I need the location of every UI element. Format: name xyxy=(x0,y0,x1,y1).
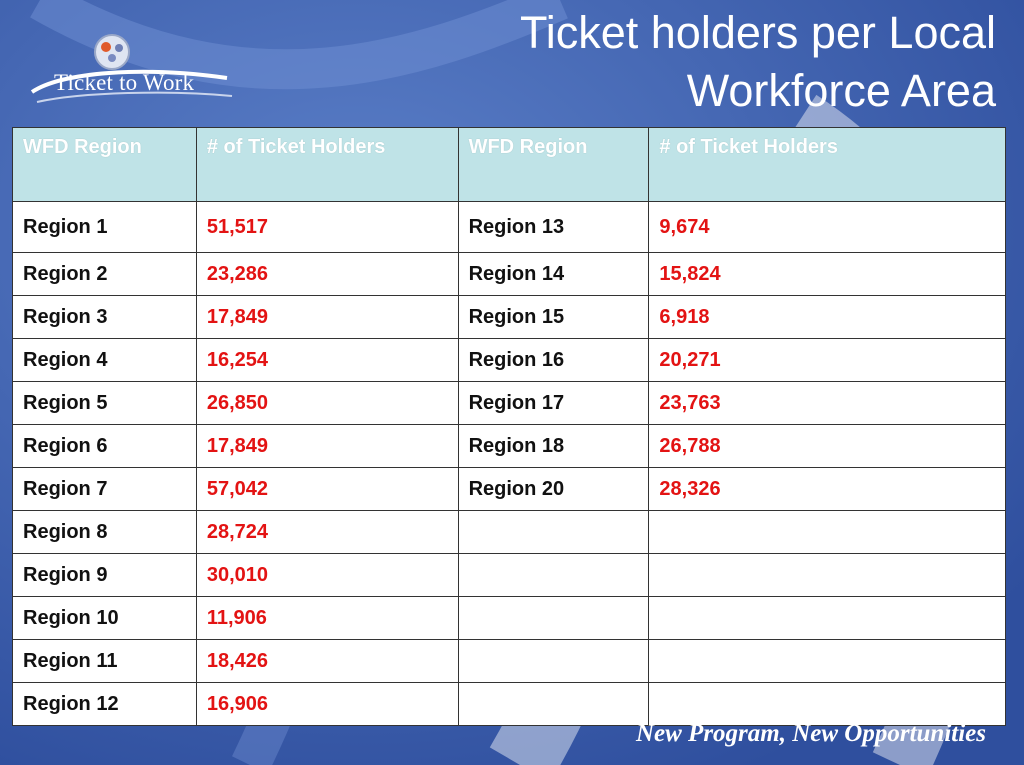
region-cell: Region 5 xyxy=(13,382,197,425)
region-cell: Region 13 xyxy=(458,202,649,253)
table-row xyxy=(13,425,1006,468)
ticket-holders-cell: 16,254 xyxy=(196,339,458,382)
table-row xyxy=(13,468,1006,511)
ticket-holders-cell xyxy=(649,554,1006,597)
region-cell: Region 1 xyxy=(13,202,197,253)
ticket-holders-cell: 20,271 xyxy=(649,339,1006,382)
region-cell: Region 3 xyxy=(13,296,197,339)
ticket-holders-cell xyxy=(649,597,1006,640)
region-cell xyxy=(458,554,649,597)
region-cell: Region 17 xyxy=(458,382,649,425)
table-row xyxy=(13,640,1006,683)
region-cell: Region 2 xyxy=(13,253,197,296)
region-cell: Region 18 xyxy=(458,425,649,468)
ticket-holders-cell: 28,326 xyxy=(649,468,1006,511)
region-cell: Region 11 xyxy=(13,640,197,683)
ticket-holders-cell: 6,918 xyxy=(649,296,1006,339)
region-cell: Region 15 xyxy=(458,296,649,339)
ticket-holders-table xyxy=(12,127,1006,726)
region-cell xyxy=(458,511,649,554)
logo-text: Ticket to Work xyxy=(54,70,195,95)
table-row xyxy=(13,296,1006,339)
title-line-2: Workforce Area xyxy=(686,65,996,116)
table-row xyxy=(13,382,1006,425)
ticket-holders-cell xyxy=(649,640,1006,683)
region-cell xyxy=(458,640,649,683)
ticket-holders-cell: 28,724 xyxy=(196,511,458,554)
table-row xyxy=(13,511,1006,554)
region-cell: Region 20 xyxy=(458,468,649,511)
tagline: New Program, New Opportunities xyxy=(635,720,986,747)
table-row xyxy=(13,253,1006,296)
region-cell: Region 4 xyxy=(13,339,197,382)
table-header-row xyxy=(13,128,1006,202)
table-body xyxy=(13,202,1006,726)
region-cell: Region 8 xyxy=(13,511,197,554)
ticket-holders-cell: 26,788 xyxy=(649,425,1006,468)
region-cell: Region 7 xyxy=(13,468,197,511)
title-line-1: Ticket holders per Local xyxy=(519,7,996,58)
header-wfd-region-2: WFD Region xyxy=(458,128,649,202)
ticket-holders-cell: 57,042 xyxy=(196,468,458,511)
ticket-holders-cell: 9,674 xyxy=(649,202,1006,253)
ticket-holders-cell: 17,849 xyxy=(196,296,458,339)
ticket-holders-cell: 30,010 xyxy=(196,554,458,597)
region-cell: Region 6 xyxy=(13,425,197,468)
region-cell xyxy=(458,597,649,640)
header-ticket-holders-1: # of Ticket Holders xyxy=(196,128,458,202)
table-row xyxy=(13,202,1006,253)
ticket-holders-cell: 16,906 xyxy=(196,683,458,726)
header-wfd-region-1: WFD Region xyxy=(13,128,197,202)
slide-title xyxy=(520,4,996,120)
table-row xyxy=(13,554,1006,597)
ticket-holders-cell: 18,426 xyxy=(196,640,458,683)
ticket-holders-cell: 51,517 xyxy=(196,202,458,253)
table-row xyxy=(13,597,1006,640)
ticket-holders-cell: 17,849 xyxy=(196,425,458,468)
region-cell: Region 14 xyxy=(458,253,649,296)
region-cell: Region 12 xyxy=(13,683,197,726)
table-row xyxy=(13,339,1006,382)
ticket-holders-cell: 23,286 xyxy=(196,253,458,296)
region-cell: Region 10 xyxy=(13,597,197,640)
region-cell xyxy=(458,683,649,726)
region-cell: Region 9 xyxy=(13,554,197,597)
ticket-holders-cell: 26,850 xyxy=(196,382,458,425)
region-cell: Region 16 xyxy=(458,339,649,382)
ticket-holders-cell: 23,763 xyxy=(649,382,1006,425)
header-ticket-holders-2: # of Ticket Holders xyxy=(649,128,1006,202)
ticket-holders-cell: 11,906 xyxy=(196,597,458,640)
ticket-holders-cell: 15,824 xyxy=(649,253,1006,296)
ticket-holders-cell xyxy=(649,511,1006,554)
